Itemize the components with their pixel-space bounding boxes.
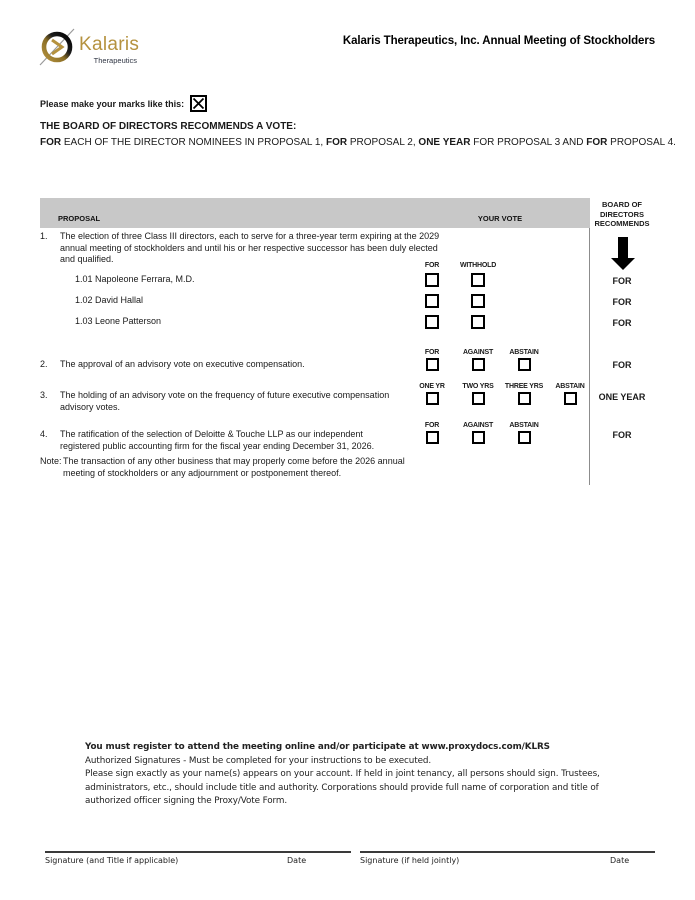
proposal-text: The approval of an advisory vote on executive compensation. bbox=[60, 359, 305, 369]
checkbox-p3-abstain[interactable] bbox=[564, 392, 577, 405]
kalaris-logo-icon bbox=[38, 26, 76, 68]
checkbox-nominee1-withhold[interactable] bbox=[471, 273, 485, 287]
proposal-text: The ratification of the selection of Deloitte & Touche LLP as our independent registered public accounting firm for the fiscal year ending December 31, 2026. bbox=[60, 429, 375, 451]
down-arrow-icon bbox=[611, 237, 635, 270]
checkbox-p4-for[interactable] bbox=[426, 431, 439, 444]
signature-label-joint: Signature (if held jointly) bbox=[360, 856, 460, 865]
marks-instruction-row bbox=[40, 95, 207, 112]
option-label-abstain: ABSTAIN bbox=[509, 349, 539, 356]
signature-label-primary: Signature (and Title if applicable) bbox=[45, 856, 179, 865]
authorized-signatures-line: Authorized Signatures - Must be completed for your instructions to be executed. bbox=[85, 755, 432, 766]
checkbox-p4-against[interactable] bbox=[472, 431, 485, 444]
board-recommends-heading: THE BOARD OF DIRECTORS RECOMMENDS A VOTE: bbox=[40, 121, 297, 132]
checkbox-nominee3-for[interactable] bbox=[425, 315, 439, 329]
vote-line-segment: ONE YEAR bbox=[418, 137, 471, 148]
vote-line-segment: PROPOSAL 2, bbox=[347, 137, 419, 148]
option-label-abstain: ABSTAIN bbox=[555, 383, 585, 390]
register-instruction: You must register to attend the meeting online and/or participate at www.proxydocs.com/KLRS bbox=[85, 742, 550, 752]
checkbox-nominee1-for[interactable] bbox=[425, 273, 439, 287]
recommend-label: ONE YEAR bbox=[598, 392, 646, 402]
table-divider-line bbox=[589, 228, 590, 485]
proposal-number: 1. bbox=[40, 231, 48, 241]
proposal-text: The holding of an advisory vote on the frequency of future executive compensation advisory votes. bbox=[60, 390, 390, 412]
checkbox-p3-one-yr[interactable] bbox=[426, 392, 439, 405]
checkbox-nominee2-withhold[interactable] bbox=[471, 294, 485, 308]
vote-line-segment: EACH OF THE DIRECTOR NOMINEES IN PROPOSAL 1, bbox=[61, 137, 326, 148]
signature-line-joint[interactable] bbox=[360, 851, 655, 853]
recommend-label: FOR bbox=[612, 360, 632, 370]
proposal-number: 3. bbox=[40, 390, 48, 400]
vote-line-segment: FOR bbox=[586, 137, 608, 148]
column-header-proposal: PROPOSAL bbox=[58, 214, 101, 223]
nominee-name: 1.01 Napoleone Ferrara, M.D. bbox=[75, 274, 195, 284]
x-mark-example-icon bbox=[190, 95, 207, 112]
checkbox-nominee2-for[interactable] bbox=[425, 294, 439, 308]
recommend-label: FOR bbox=[612, 430, 632, 440]
checkbox-p2-abstain[interactable] bbox=[518, 358, 531, 371]
nominee-name: 1.02 David Hallal bbox=[75, 295, 144, 305]
checkbox-p2-against[interactable] bbox=[472, 358, 485, 371]
option-label-for: FOR bbox=[424, 262, 440, 269]
option-label-for: FOR bbox=[424, 422, 440, 429]
option-label-two-yrs: TWO YRS bbox=[462, 383, 494, 390]
checkbox-nominee3-withhold[interactable] bbox=[471, 315, 485, 329]
proposal-number: 4. bbox=[40, 429, 48, 439]
checkbox-p4-abstain[interactable] bbox=[518, 431, 531, 444]
date-label-primary: Date bbox=[287, 856, 307, 865]
recommend-label: FOR bbox=[612, 318, 632, 328]
footer-instructions bbox=[85, 741, 630, 809]
date-label-joint: Date bbox=[610, 856, 630, 865]
column-header-board-recommends: BOARD OF DIRECTORS RECOMMENDS bbox=[594, 200, 650, 228]
logo-wordmark: Kalaris bbox=[79, 34, 140, 55]
option-label-for: FOR bbox=[424, 349, 440, 356]
page-title: Kalaris Therapeutics, Inc. Annual Meeting of Stockholders bbox=[342, 35, 655, 47]
option-label-abstain: ABSTAIN bbox=[509, 422, 539, 429]
vote-line-segment: PROPOSAL 4. bbox=[607, 137, 676, 148]
option-label-withhold: WITHHOLD bbox=[459, 262, 497, 269]
option-label-one-yr: ONE YR bbox=[419, 383, 445, 390]
signature-line-primary[interactable] bbox=[45, 851, 351, 853]
vote-line-segment: FOR bbox=[40, 137, 62, 148]
table-header-bar bbox=[40, 198, 590, 228]
logo-sub-wordmark: Therapeutics bbox=[93, 56, 137, 65]
checkbox-p2-for[interactable] bbox=[426, 358, 439, 371]
option-label-against: AGAINST bbox=[462, 349, 494, 356]
note-label: Note: bbox=[40, 456, 62, 466]
vote-line-segment: FOR bbox=[325, 137, 348, 148]
vote-recommendation-line bbox=[40, 137, 676, 148]
recommend-label: FOR bbox=[612, 276, 632, 286]
vote-line-segment: FOR PROPOSAL 3 AND bbox=[470, 137, 587, 148]
proposal-text: The election of three Class III directors, each to serve for a three-year term expiring at the 2029 annual meeting of stockholders and until his or her respective successor has been duly elected and qualified. bbox=[60, 231, 440, 264]
checkbox-p3-two-yrs[interactable] bbox=[472, 392, 485, 405]
proposal-number: 2. bbox=[40, 359, 48, 369]
column-header-your-vote: YOUR VOTE bbox=[477, 214, 523, 223]
checkbox-p3-three-yrs[interactable] bbox=[518, 392, 531, 405]
note-text: The transaction of any other business that may properly come before the 2026 annual meeting of stockholders or any adjournment or postponement thereof. bbox=[63, 456, 405, 478]
nominee-name: 1.03 Leone Patterson bbox=[75, 316, 162, 326]
option-label-against: AGAINST bbox=[462, 422, 494, 429]
marks-instruction-label: Please make your marks like this: bbox=[40, 98, 185, 109]
option-label-three-yrs: THREE YRS bbox=[504, 383, 544, 390]
recommend-label: FOR bbox=[612, 297, 632, 307]
sign-instructions: Please sign exactly as your name(s) appears on your account. If held in joint tenancy, all persons should sign. Trustees, administrators, etc., should include title and authority. Corporations should provide full name of corporation and title of authorized officer signing the Proxy/Vote Form. bbox=[85, 769, 600, 807]
